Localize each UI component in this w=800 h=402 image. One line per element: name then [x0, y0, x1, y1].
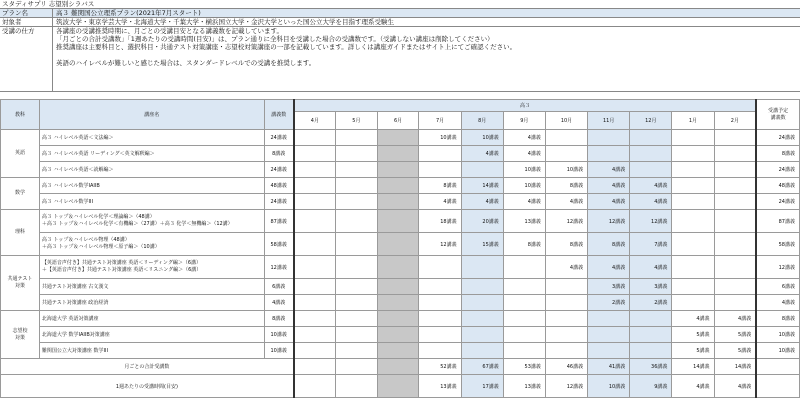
table-row: [1, 178, 800, 194]
planned-count: 24講義: [756, 194, 799, 210]
month-cell: [503, 279, 545, 295]
month-cell: [294, 178, 336, 194]
month-cell: [377, 162, 419, 178]
month-cell: [545, 327, 587, 343]
month-cell: 13講義: [419, 375, 461, 398]
month-cell: [503, 343, 545, 359]
month-cell: [294, 343, 336, 359]
month-cell: [377, 311, 419, 327]
lecture-count: 4講義: [264, 295, 294, 311]
course-cell: [39, 343, 264, 359]
course-cell: [39, 146, 264, 162]
month-cell: [377, 210, 419, 233]
month-cell: 12講義: [419, 233, 461, 256]
month-cell: 12講義: [545, 210, 587, 233]
planned-count: 12講義: [756, 256, 799, 279]
month-cell: [336, 233, 378, 256]
course-cell: [39, 279, 264, 295]
month-cell: 14講義: [672, 359, 714, 375]
month-cell: 4講義: [588, 162, 630, 178]
month-cell: [714, 162, 756, 178]
total-row-label: 月ごとの合計受講数: [1, 359, 294, 375]
month-cell: 4講義: [714, 375, 756, 398]
month-cell: [672, 178, 714, 194]
lecture-count: 48講義: [264, 178, 294, 194]
month-cell: [294, 162, 336, 178]
method-line: 英語のハイレベルが難しいと感じた場合は、スタンダードレベルでの受講を推奨します。: [56, 59, 316, 67]
month-header: 10月: [545, 112, 587, 130]
month-cell: 8講義: [588, 233, 630, 256]
method-line: [56, 51, 516, 59]
month-cell: [672, 295, 714, 311]
table-row: [1, 295, 800, 311]
course-name: ＋高３ トップ＆ハイレベル物理＜原子編＞（10講）: [41, 244, 160, 250]
course-name: 【英語音声付き】共通テスト対策講座 英語＜リーディング編＞（6講）: [41, 260, 201, 266]
month-header: 11月: [588, 112, 630, 130]
lecture-count: 8講義: [264, 146, 294, 162]
month-header: 12月: [630, 112, 672, 130]
month-cell: 52講義: [419, 359, 461, 375]
table-row: [1, 233, 800, 256]
table-row: [1, 210, 800, 233]
month-cell: 53講義: [503, 359, 545, 375]
month-cell: 10講義: [461, 130, 503, 146]
total-row: [1, 359, 800, 375]
month-cell: 5講義: [714, 327, 756, 343]
course-name: 高３ トップ＆ハイレベル物理（48講）: [41, 237, 130, 243]
month-cell: 14講義: [461, 178, 503, 194]
month-cell: [630, 162, 672, 178]
month-cell: [630, 327, 672, 343]
month-cell: [294, 295, 336, 311]
month-cell: 4講義: [588, 178, 630, 194]
month-header: 5月: [336, 112, 378, 130]
month-cell: [336, 162, 378, 178]
month-cell: 4講義: [503, 194, 545, 210]
month-cell: [336, 375, 378, 398]
weekly-row-planned: [756, 375, 799, 398]
course-cell: [39, 194, 264, 210]
month-cell: 4講義: [503, 146, 545, 162]
weekly-row-label: 1週あたりの受講時間(目安): [1, 375, 294, 398]
month-cell: [419, 146, 461, 162]
month-cell: [336, 178, 378, 194]
month-cell: 4講義: [503, 130, 545, 146]
month-header: 8月: [461, 112, 503, 130]
month-cell: [503, 311, 545, 327]
course-name: 高３ ハイレベル英語 リーディング＜英文解釈編＞: [41, 151, 155, 157]
month-cell: [630, 146, 672, 162]
month-cell: 4講義: [545, 256, 587, 279]
month-cell: [503, 295, 545, 311]
brand-row: [0, 0, 800, 9]
subject-cell: 共通テスト 対策: [1, 256, 40, 311]
month-cell: 10講義: [503, 162, 545, 178]
month-cell: 10講義: [503, 178, 545, 194]
month-cell: [545, 279, 587, 295]
month-cell: [377, 359, 419, 375]
planned-count: 8講義: [756, 146, 799, 162]
brand-title: スタディサプリ 志望別シラバス: [2, 0, 95, 8]
month-cell: [294, 311, 336, 327]
month-cell: 67講義: [461, 359, 503, 375]
month-cell: 4講義: [630, 194, 672, 210]
month-cell: [336, 256, 378, 279]
course-name: 北海道大学 数学IAIIB対策講座: [41, 332, 110, 338]
month-cell: [714, 295, 756, 311]
month-cell: [461, 343, 503, 359]
table-row: [1, 162, 800, 178]
month-cell: [419, 327, 461, 343]
course-cell: [39, 210, 264, 233]
month-cell: 8講義: [545, 178, 587, 194]
course-name: 高３ ハイレベル数学III: [41, 199, 93, 205]
month-header: 4月: [294, 112, 336, 130]
table-row: [1, 256, 800, 279]
month-cell: [461, 162, 503, 178]
month-cell: 4講義: [545, 194, 587, 210]
planned-count: 24講義: [756, 162, 799, 178]
month-cell: [588, 130, 630, 146]
col-count: 講義数: [264, 100, 294, 130]
table-row: [1, 194, 800, 210]
month-cell: [377, 178, 419, 194]
month-cell: 4講義: [714, 311, 756, 327]
month-cell: 12講義: [588, 210, 630, 233]
month-cell: [461, 327, 503, 343]
planned-count: 4講義: [756, 295, 799, 311]
month-cell: 20講義: [461, 210, 503, 233]
planned-count: 58講義: [756, 233, 799, 256]
month-cell: [377, 375, 419, 398]
lecture-count: 24講義: [264, 130, 294, 146]
month-cell: [336, 194, 378, 210]
month-cell: 8講義: [545, 233, 587, 256]
month-cell: 10講義: [588, 375, 630, 398]
month-cell: [336, 279, 378, 295]
course-name: 共通テスト対策講座 古文漢文: [41, 284, 109, 290]
month-cell: 5講義: [714, 343, 756, 359]
month-cell: 4講義: [588, 194, 630, 210]
month-cell: 4講義: [461, 194, 503, 210]
month-cell: [461, 256, 503, 279]
month-cell: [294, 146, 336, 162]
month-cell: 5講義: [672, 343, 714, 359]
month-cell: [377, 130, 419, 146]
month-cell: [461, 311, 503, 327]
month-cell: 10講義: [419, 130, 461, 146]
lecture-count: 10講義: [264, 343, 294, 359]
month-cell: [419, 279, 461, 295]
month-cell: 2講義: [630, 295, 672, 311]
col-course: 講座名: [39, 100, 264, 130]
month-cell: [336, 295, 378, 311]
course-name: 高３ ハイレベル英語＜文法編＞: [41, 135, 114, 141]
method-line: 各講座の受講推奨時期に、月ごとの受講目安となる講義数を記載しています。: [56, 27, 283, 35]
month-cell: [672, 279, 714, 295]
month-cell: 10講義: [545, 162, 587, 178]
weekly-row: [1, 375, 800, 398]
target-row: [0, 18, 800, 27]
month-cell: 18講義: [419, 210, 461, 233]
schedule-table: [0, 99, 800, 398]
lecture-count: 24講義: [264, 194, 294, 210]
month-cell: 4講義: [588, 256, 630, 279]
month-cell: 9講義: [630, 375, 672, 398]
month-cell: 41講義: [588, 359, 630, 375]
month-cell: [294, 233, 336, 256]
target-key: 対象者: [2, 18, 22, 26]
month-cell: 15講義: [461, 233, 503, 256]
month-cell: [294, 256, 336, 279]
month-cell: [714, 279, 756, 295]
lecture-count: 87講義: [264, 210, 294, 233]
month-cell: [672, 162, 714, 178]
month-cell: [630, 311, 672, 327]
month-cell: [377, 343, 419, 359]
course-name: 高３ ハイレベル英語＜読解編＞: [41, 167, 114, 173]
month-cell: 7講義: [630, 233, 672, 256]
lecture-count: 58講義: [264, 233, 294, 256]
month-cell: [545, 130, 587, 146]
month-cell: [630, 130, 672, 146]
month-header: 7月: [419, 112, 461, 130]
planned-count: 8講義: [756, 311, 799, 327]
month-cell: 3講義: [630, 279, 672, 295]
table-row: [1, 327, 800, 343]
table-row: [1, 130, 800, 146]
subject-cell: 志望校 対策: [1, 311, 40, 359]
month-cell: 4講義: [672, 375, 714, 398]
course-name: 高３ トップ＆ハイレベル化学＜理論編＞（48講）: [41, 214, 155, 220]
lecture-count: 24講義: [264, 162, 294, 178]
table-row: [1, 146, 800, 162]
month-cell: [461, 279, 503, 295]
month-cell: [419, 343, 461, 359]
method-lines: [56, 27, 516, 67]
month-cell: [672, 194, 714, 210]
planned-count: 10講義: [756, 327, 799, 343]
month-cell: [588, 343, 630, 359]
course-name: ＋高３ トップ＆ハイレベル化学＜有機編＞（27講）＋高３ 化学＜無機編＞（12講）: [41, 221, 233, 227]
month-cell: [545, 343, 587, 359]
month-cell: [672, 210, 714, 233]
month-cell: 13講義: [503, 375, 545, 398]
method-row: [0, 27, 800, 92]
planned-count: 10講義: [756, 343, 799, 359]
month-cell: 8講義: [419, 178, 461, 194]
month-cell: [294, 327, 336, 343]
month-cell: 14講義: [714, 359, 756, 375]
month-cell: [377, 146, 419, 162]
month-cell: [672, 146, 714, 162]
course-name: 北海道大学 英語対策講座: [41, 316, 99, 322]
month-cell: [419, 256, 461, 279]
planned-count: 6講義: [756, 279, 799, 295]
lecture-count: 12講義: [264, 256, 294, 279]
lecture-count: 10講義: [264, 327, 294, 343]
month-cell: [419, 295, 461, 311]
month-cell: [461, 295, 503, 311]
month-cell: [294, 279, 336, 295]
month-cell: 4講義: [672, 311, 714, 327]
month-cell: [336, 146, 378, 162]
course-cell: [39, 256, 264, 279]
course-cell: [39, 327, 264, 343]
table-body: [1, 130, 800, 398]
plan-row: [0, 9, 800, 18]
month-cell: [336, 311, 378, 327]
month-cell: [588, 327, 630, 343]
course-cell: [39, 233, 264, 256]
month-cell: [336, 210, 378, 233]
lecture-count: 8講義: [264, 311, 294, 327]
month-cell: 36講義: [630, 359, 672, 375]
month-cell: [545, 146, 587, 162]
grade-label: 高３: [294, 100, 756, 112]
course-cell: [39, 162, 264, 178]
month-cell: [714, 178, 756, 194]
month-cell: [419, 162, 461, 178]
month-cell: [377, 194, 419, 210]
month-cell: 12講義: [630, 210, 672, 233]
month-cell: 8講義: [503, 233, 545, 256]
col-subject: 教科: [1, 100, 40, 130]
month-cell: 17講義: [461, 375, 503, 398]
month-cell: [377, 279, 419, 295]
month-cell: [336, 343, 378, 359]
subject-cell: 英語: [1, 130, 40, 178]
course-cell: [39, 311, 264, 327]
table-row: [1, 279, 800, 295]
planned-count: 48講義: [756, 178, 799, 194]
month-cell: [336, 130, 378, 146]
course-cell: [39, 130, 264, 146]
course-cell: [39, 178, 264, 194]
month-cell: [336, 359, 378, 375]
month-cell: [588, 311, 630, 327]
month-cell: [714, 210, 756, 233]
month-cell: [336, 327, 378, 343]
month-cell: [377, 256, 419, 279]
month-cell: [545, 295, 587, 311]
month-cell: 4講義: [630, 178, 672, 194]
month-cell: [377, 295, 419, 311]
month-cell: [714, 256, 756, 279]
month-cell: 4講義: [419, 194, 461, 210]
month-cell: [714, 146, 756, 162]
month-cell: 4講義: [630, 256, 672, 279]
month-cell: [545, 311, 587, 327]
month-cell: [714, 194, 756, 210]
month-cell: [503, 256, 545, 279]
month-cell: [294, 359, 336, 375]
month-cell: [294, 375, 336, 398]
month-cell: 5講義: [672, 327, 714, 343]
subject-cell: 理科: [1, 210, 40, 256]
course-name: 共通テスト対策講座 政治経済: [41, 300, 109, 306]
course-name: ＋【英語音声付き】共通テスト対策講座 英語＜リスニング編＞（6講）: [41, 267, 202, 273]
month-cell: [377, 327, 419, 343]
month-cell: [630, 343, 672, 359]
month-cell: [503, 327, 545, 343]
course-name: 難関国公立大対策講座 数学III: [41, 348, 108, 354]
month-cell: [294, 194, 336, 210]
month-header: 6月: [377, 112, 419, 130]
plan-key: プラン名: [2, 9, 28, 17]
month-cell: [672, 256, 714, 279]
lecture-count: 6講義: [264, 279, 294, 295]
month-cell: 4講義: [461, 146, 503, 162]
month-cell: [588, 146, 630, 162]
month-cell: [672, 130, 714, 146]
month-cell: 3講義: [588, 279, 630, 295]
table-row: [1, 343, 800, 359]
planned-count: 24講義: [756, 130, 799, 146]
month-cell: 12講義: [545, 375, 587, 398]
month-cell: [294, 210, 336, 233]
plan-value: 高３ 難関国公立理系プラン(2021年7月スタート): [56, 9, 201, 17]
course-cell: [39, 295, 264, 311]
method-key: 受講の仕方: [2, 27, 35, 35]
month-header: 9月: [503, 112, 545, 130]
method-line: 「月ごとの合計受講数」「1週あたりの受講時間(目安)」は、プラン通りに全科目を受講した場合の受講数です。（受講しない講座は削除してください）: [56, 35, 494, 43]
month-cell: 13講義: [503, 210, 545, 233]
month-header: 1月: [672, 112, 714, 130]
month-header: 2月: [714, 112, 756, 130]
course-name: 高３ ハイレベル数学IAIIB: [41, 183, 100, 189]
month-cell: [377, 233, 419, 256]
method-line: 推奨講座は主要科目と、選択科目・共通テスト対策講座・志望校対策講座の一部を記載しています。詳しくは講座ガイドまたはサイト上にてご確認ください。: [56, 43, 517, 51]
month-cell: [714, 233, 756, 256]
subject-cell: 数学: [1, 178, 40, 210]
col-planned: 受講予定 講義数: [756, 100, 799, 130]
table-row: [1, 311, 800, 327]
month-cell: [419, 311, 461, 327]
planned-count: 87講義: [756, 210, 799, 233]
month-cell: 46講義: [545, 359, 587, 375]
month-cell: [294, 130, 336, 146]
month-cell: 2講義: [588, 295, 630, 311]
month-cell: [714, 130, 756, 146]
month-cell: [672, 233, 714, 256]
target-value: 筑波大学・東京学芸大学・北海道大学・千葉大学・横浜国立大学・金沢大学といった国公立大学を目指す理系受験生: [56, 18, 394, 26]
total-row-planned: [756, 359, 799, 375]
